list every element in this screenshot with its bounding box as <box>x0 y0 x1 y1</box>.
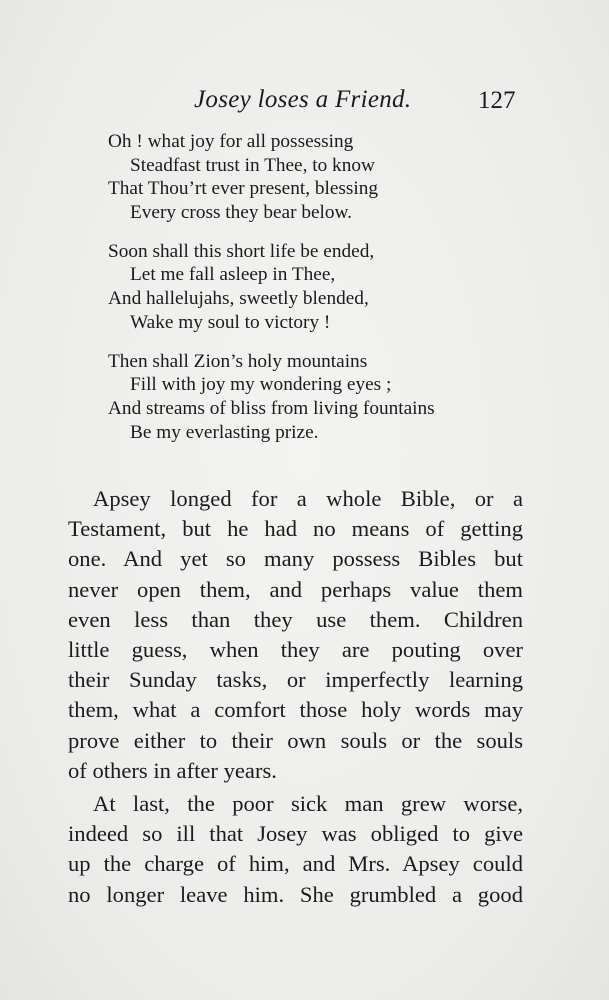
text-line: of others in after years. <box>68 757 277 783</box>
page-number: 127 <box>478 87 516 114</box>
running-title: Josey loses a Friend. <box>194 86 412 113</box>
poem-stanza-2 <box>108 240 548 334</box>
text-line: up the charge of him, and Mrs. Apsey could <box>68 851 523 877</box>
poem-line: Every cross they bear below. <box>130 201 353 223</box>
text-line: indeed so ill that Josey was obliged to give <box>68 821 523 847</box>
text-line: Testament, but he had no means of getting <box>68 516 523 542</box>
poem-line: Fill with joy my wondering eyes ; <box>130 374 392 396</box>
paragraph-2 <box>68 789 523 910</box>
poem-line: Soon shall this short life be ended, <box>108 240 375 262</box>
poem-line: And streams of bliss from living fountains <box>108 397 435 419</box>
poem-line: Wake my soul to victory ! <box>130 311 331 333</box>
text-line: their Sunday tasks, or imperfectly learning <box>68 667 523 693</box>
poem <box>108 130 548 460</box>
poem-stanza-1 <box>108 130 548 224</box>
poem-line: Be my everlasting prize. <box>130 421 319 443</box>
poem-line: Let me fall asleep in Thee, <box>130 264 336 286</box>
text-line: no longer leave him. She grumbled a good <box>68 881 523 907</box>
text-line: little guess, when they are pouting over <box>68 637 523 663</box>
text-line: prove either to their own souls or the souls <box>68 727 523 753</box>
poem-stanza-3 <box>108 350 548 444</box>
poem-line: Then shall Zion’s holy mountains <box>108 350 368 372</box>
text-line: even less than they use them. Children <box>68 606 523 632</box>
prose-body <box>68 484 523 910</box>
text-line: them, what a comfort those holy words may <box>68 697 523 723</box>
poem-line: Steadfast trust in Thee, to know <box>130 154 375 176</box>
poem-line: And hallelujahs, sweetly blended, <box>108 288 369 310</box>
paragraph-1 <box>68 484 523 786</box>
text-line: Apsey longed for a whole Bible, or a <box>93 486 523 511</box>
text-line: one. And yet so many possess Bibles but <box>68 546 523 572</box>
poem-line: Oh ! what joy for all possessing <box>108 131 354 152</box>
poem-line: That Thou’rt ever present, blessing <box>108 178 379 200</box>
text-line: At last, the poor sick man grew worse, <box>93 791 523 817</box>
text-line: never open them, and perhaps value them <box>68 576 523 602</box>
page-header <box>0 86 609 116</box>
